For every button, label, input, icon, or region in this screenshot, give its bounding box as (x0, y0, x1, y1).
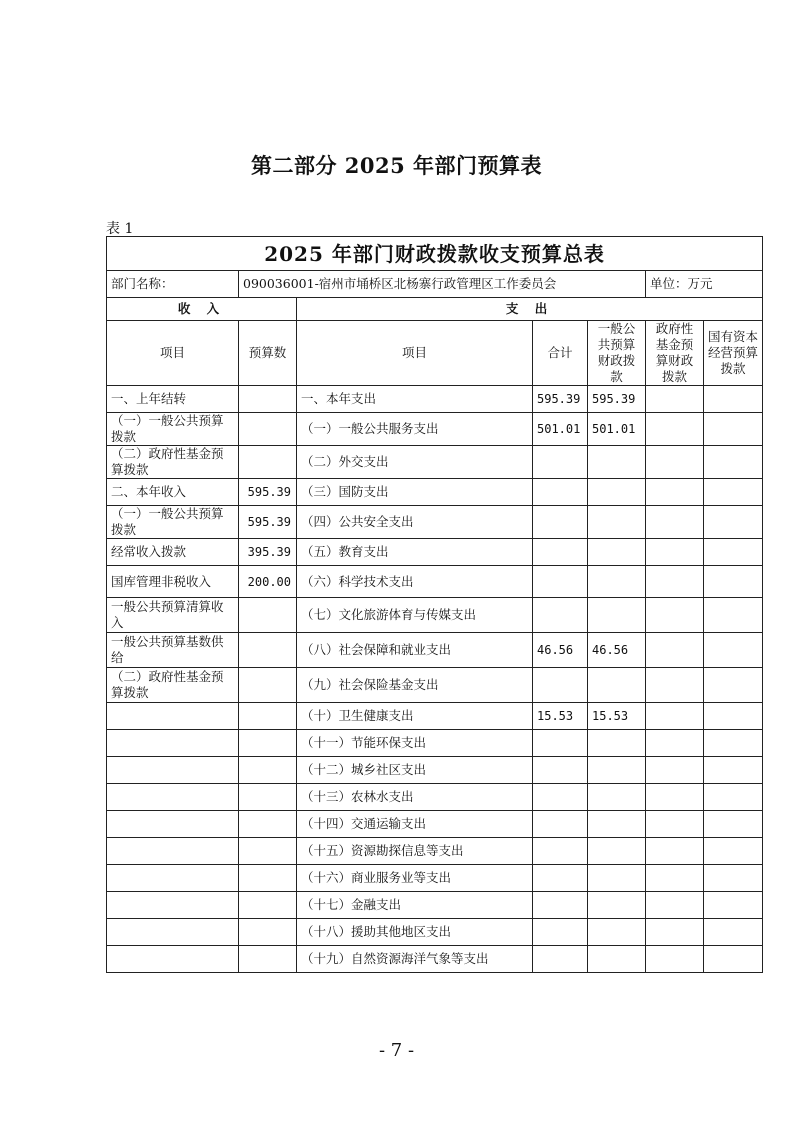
state-capital-cell (704, 413, 763, 446)
general-public-cell (588, 892, 646, 919)
expense-item-cell: （八）社会保障和就业支出 (297, 633, 533, 668)
state-capital-cell (704, 703, 763, 730)
col-income-budget: 预算数 (239, 321, 297, 386)
total-cell (533, 598, 588, 633)
total-cell (533, 892, 588, 919)
income-value-cell (239, 598, 297, 633)
page-number: - 7 - (378, 1040, 415, 1061)
col-total: 合计 (533, 321, 588, 386)
gov-fund-cell (646, 633, 704, 668)
table-row (107, 865, 763, 892)
total-cell (533, 919, 588, 946)
total-cell (533, 566, 588, 598)
expense-item-cell: （六）科学技术支出 (297, 566, 533, 598)
total-cell (533, 757, 588, 784)
total-cell (533, 539, 588, 566)
expense-item-cell: （三）国防支出 (297, 479, 533, 506)
total-cell: 46.56 (533, 633, 588, 668)
state-capital-cell (704, 865, 763, 892)
state-capital-cell (704, 446, 763, 479)
gov-fund-cell (646, 479, 704, 506)
col-income-item: 项目 (107, 321, 239, 386)
gov-fund-cell (646, 919, 704, 946)
col-gov-fund: 政府性基金预算财政拨款 (646, 321, 704, 386)
expense-item-cell: （十四）交通运输支出 (297, 811, 533, 838)
income-value-cell (239, 730, 297, 757)
general-public-cell: 501.01 (588, 413, 646, 446)
table-row (107, 757, 763, 784)
table-row (107, 598, 763, 633)
income-item-cell (107, 730, 239, 757)
state-capital-cell (704, 892, 763, 919)
income-item-cell (107, 892, 239, 919)
gov-fund-cell (646, 668, 704, 703)
total-cell (533, 479, 588, 506)
expense-item-cell: （十一）节能环保支出 (297, 730, 533, 757)
income-item-cell (107, 703, 239, 730)
general-public-cell (588, 838, 646, 865)
table-row (107, 539, 763, 566)
state-capital-cell (704, 757, 763, 784)
state-capital-cell (704, 811, 763, 838)
expense-item-cell: （九）社会保险基金支出 (297, 668, 533, 703)
gov-fund-cell (646, 730, 704, 757)
income-item-cell (107, 946, 239, 973)
total-cell: 15.53 (533, 703, 588, 730)
income-value-cell (239, 838, 297, 865)
income-item-cell (107, 838, 239, 865)
table-row (107, 730, 763, 757)
expense-item-cell: （十七）金融支出 (297, 892, 533, 919)
total-cell (533, 946, 588, 973)
state-capital-cell (704, 598, 763, 633)
expense-item-cell: （七）文化旅游体育与传媒支出 (297, 598, 533, 633)
table-label: 表 1 (106, 221, 134, 237)
general-public-cell (588, 506, 646, 539)
income-item-cell (107, 865, 239, 892)
total-cell (533, 811, 588, 838)
income-item-cell: 二、本年收入 (107, 479, 239, 506)
general-public-cell (588, 946, 646, 973)
gov-fund-cell (646, 784, 704, 811)
state-capital-cell (704, 668, 763, 703)
income-value-cell (239, 413, 297, 446)
expense-item-cell: （十二）城乡社区支出 (297, 757, 533, 784)
table-row (107, 919, 763, 946)
income-item-cell (107, 919, 239, 946)
income-item-cell: （二）政府性基金预算拨款 (107, 668, 239, 703)
state-capital-cell (704, 566, 763, 598)
col-general-public: 一般公共预算财政拨款 (588, 321, 646, 386)
col-expense-item: 项目 (297, 321, 533, 386)
general-public-cell (588, 668, 646, 703)
general-public-cell (588, 446, 646, 479)
general-public-cell (588, 919, 646, 946)
total-cell (533, 838, 588, 865)
col-state-capital: 国有资本经营预算拨款 (704, 321, 763, 386)
table-row (107, 633, 763, 668)
income-value-cell: 200.00 (239, 566, 297, 598)
income-value-cell: 395.39 (239, 539, 297, 566)
income-item-cell (107, 757, 239, 784)
expense-item-cell: （十）卫生健康支出 (297, 703, 533, 730)
general-public-cell (588, 566, 646, 598)
state-capital-cell (704, 946, 763, 973)
expense-item-cell: （二）外交支出 (297, 446, 533, 479)
income-value-cell (239, 946, 297, 973)
gov-fund-cell (646, 446, 704, 479)
gov-fund-cell (646, 413, 704, 446)
income-item-cell: 一般公共预算基数供给 (107, 633, 239, 668)
income-item-cell (107, 811, 239, 838)
income-value-cell: 595.39 (239, 506, 297, 539)
income-value-cell (239, 633, 297, 668)
table-row (107, 413, 763, 446)
total-cell (533, 446, 588, 479)
table-row (107, 668, 763, 703)
state-capital-cell (704, 479, 763, 506)
total-cell: 595.39 (533, 386, 588, 413)
state-capital-cell (704, 386, 763, 413)
general-public-cell: 595.39 (588, 386, 646, 413)
general-public-cell (588, 598, 646, 633)
expense-item-cell: 一、本年支出 (297, 386, 533, 413)
table-row (107, 703, 763, 730)
total-cell: 501.01 (533, 413, 588, 446)
table-row (107, 479, 763, 506)
income-item-cell: 一般公共预算清算收入 (107, 598, 239, 633)
gov-fund-cell (646, 865, 704, 892)
income-value-cell (239, 919, 297, 946)
expense-item-cell: （十八）援助其他地区支出 (297, 919, 533, 946)
unit-label: 单位：万元 (646, 271, 763, 298)
dept-label: 部门名称： (107, 271, 239, 298)
gov-fund-cell (646, 386, 704, 413)
table-row (107, 446, 763, 479)
gov-fund-cell (646, 703, 704, 730)
gov-fund-cell (646, 566, 704, 598)
page-title: 第二部分 2025 年部门预算表 (250, 153, 543, 178)
income-value-cell (239, 811, 297, 838)
table-row (107, 506, 763, 539)
table-row (107, 811, 763, 838)
income-item-cell: 一、上年结转 (107, 386, 239, 413)
budget-summary-table (106, 236, 763, 973)
income-value-cell (239, 865, 297, 892)
gov-fund-cell (646, 892, 704, 919)
gov-fund-cell (646, 757, 704, 784)
table-row (107, 838, 763, 865)
expense-item-cell: （十三）农林水支出 (297, 784, 533, 811)
expense-item-cell: （十六）商业服务业等支出 (297, 865, 533, 892)
gov-fund-cell (646, 838, 704, 865)
general-public-cell (588, 730, 646, 757)
income-value-cell (239, 703, 297, 730)
general-public-cell (588, 865, 646, 892)
total-cell (533, 730, 588, 757)
total-cell (533, 668, 588, 703)
table-row (107, 892, 763, 919)
total-cell (533, 784, 588, 811)
expense-item-cell: （一）一般公共服务支出 (297, 413, 533, 446)
income-item-cell: （一）一般公共预算拨款 (107, 413, 239, 446)
income-item-cell (107, 784, 239, 811)
expense-item-cell: （十五）资源勘探信息等支出 (297, 838, 533, 865)
income-value-cell (239, 386, 297, 413)
income-value-cell (239, 668, 297, 703)
state-capital-cell (704, 506, 763, 539)
income-value-cell (239, 892, 297, 919)
state-capital-cell (704, 730, 763, 757)
income-value-cell (239, 446, 297, 479)
state-capital-cell (704, 539, 763, 566)
expense-item-cell: （五）教育支出 (297, 539, 533, 566)
total-cell (533, 865, 588, 892)
general-public-cell: 15.53 (588, 703, 646, 730)
table-row (107, 566, 763, 598)
expense-item-cell: （十九）自然资源海洋气象等支出 (297, 946, 533, 973)
income-item-cell: （一）一般公共预算拨款 (107, 506, 239, 539)
total-cell (533, 506, 588, 539)
table-row (107, 946, 763, 973)
general-public-cell (588, 811, 646, 838)
state-capital-cell (704, 838, 763, 865)
general-public-cell (588, 757, 646, 784)
state-capital-cell (704, 784, 763, 811)
income-value-cell: 595.39 (239, 479, 297, 506)
dept-name: 090036001-宿州市埇桥区北杨寨行政管理区工作委员会 (239, 271, 646, 298)
income-item-cell: （二）政府性基金预算拨款 (107, 446, 239, 479)
gov-fund-cell (646, 506, 704, 539)
state-capital-cell (704, 633, 763, 668)
income-header: 收 入 (107, 298, 297, 321)
income-value-cell (239, 757, 297, 784)
income-item-cell: 国库管理非税收入 (107, 566, 239, 598)
expense-item-cell: （四）公共安全支出 (297, 506, 533, 539)
income-value-cell (239, 784, 297, 811)
general-public-cell (588, 539, 646, 566)
expense-header: 支 出 (297, 298, 763, 321)
gov-fund-cell (646, 598, 704, 633)
income-item-cell: 经常收入拨款 (107, 539, 239, 566)
state-capital-cell (704, 919, 763, 946)
general-public-cell: 46.56 (588, 633, 646, 668)
general-public-cell (588, 479, 646, 506)
general-public-cell (588, 784, 646, 811)
gov-fund-cell (646, 946, 704, 973)
table-title: 2025 年部门财政拨款收支预算总表 (107, 237, 763, 271)
table-row (107, 386, 763, 413)
table-row (107, 784, 763, 811)
gov-fund-cell (646, 539, 704, 566)
gov-fund-cell (646, 811, 704, 838)
